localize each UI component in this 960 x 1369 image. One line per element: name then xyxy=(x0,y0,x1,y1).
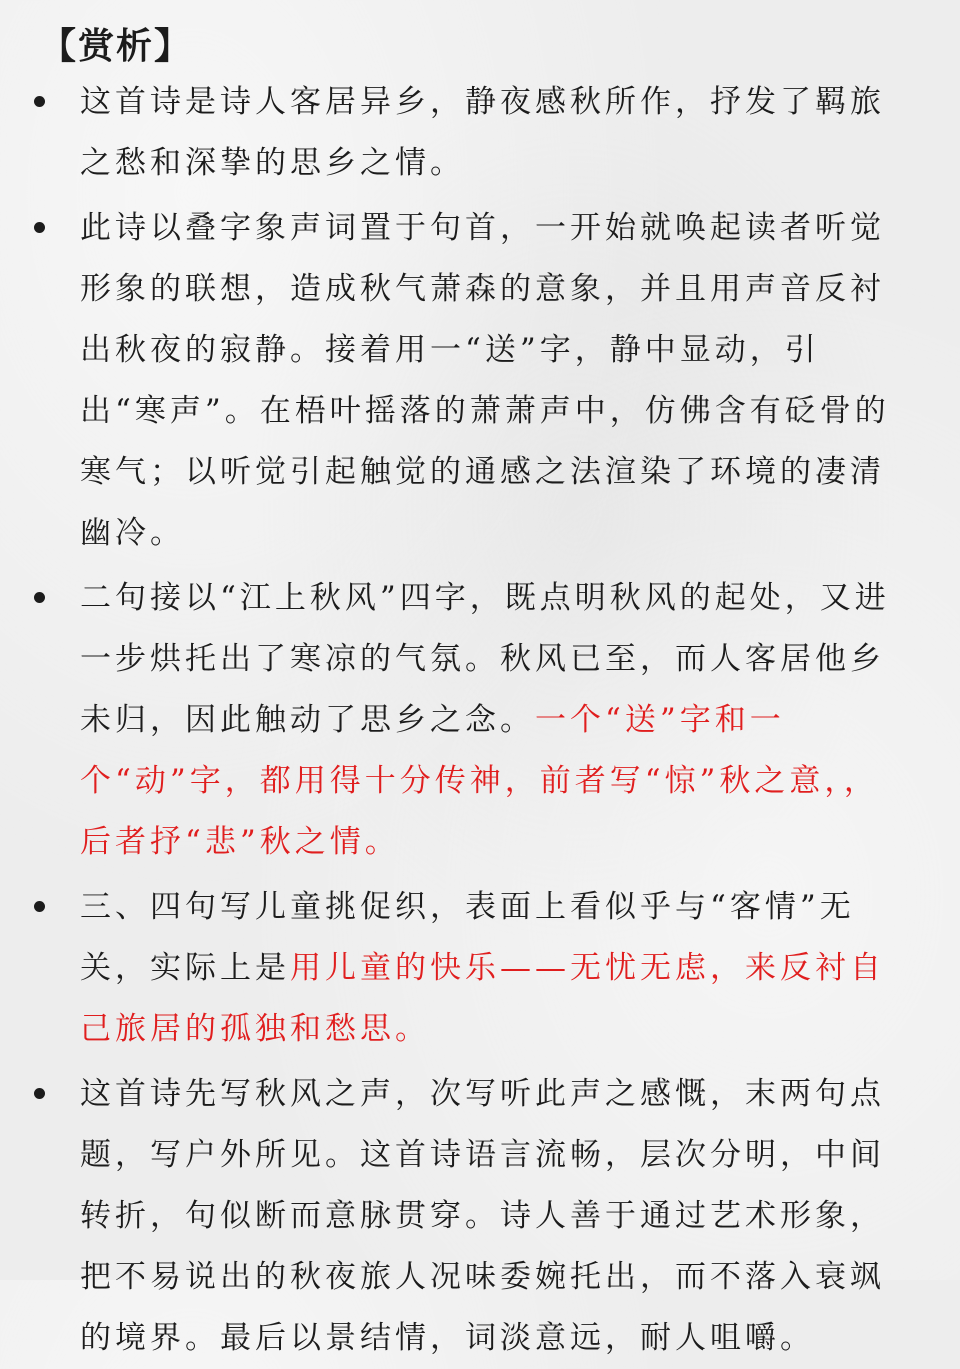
analysis-item-5 xyxy=(0,1064,960,1369)
bullet-icon xyxy=(34,222,45,233)
analysis-item-4 xyxy=(0,877,960,1060)
analysis-item-1 xyxy=(0,72,960,194)
bullet-icon xyxy=(34,1088,45,1099)
bullet-icon xyxy=(34,96,45,107)
item-text: 此诗以叠字象声词置于句首，一开始就唤起读者听觉形象的联想，造成秋气萧森的意象，并且用声音反衬出秋夜的寂静。接着用一“送”字，静中显动，引出“寒声”。在梧叶摇落的萧萧声中，仿佛含有砭骨的寒气；以听觉引起触觉的通感之法渲染了环境的凄清幽冷。 xyxy=(80,210,890,551)
highlighted-text: 一个“送”字和一个“动”字，都用得十分传神，前者写“惊”秋之意，，后者抒“悲”秋之情。 xyxy=(80,702,879,860)
highlighted-text: 用儿童的快乐——无忧无虑，来反衬自己旅居的孤独和愁思。 xyxy=(80,950,885,1047)
bullet-icon xyxy=(34,901,45,912)
analysis-item-2 xyxy=(0,198,960,564)
item-text: 二句接以“江上秋风”四字，既点明秋风的起处，又进一步烘托出了寒凉的气氛。秋风已至，而人客居他乡未归，因此触动了思乡之念。 xyxy=(80,580,890,738)
analysis-list xyxy=(0,72,960,1369)
bullet-icon xyxy=(34,592,45,603)
analysis-item-3 xyxy=(0,568,960,873)
item-text: 这首诗是诗人客居异乡，静夜感秋所作，抒发了羁旅之愁和深挚的思乡之情。 xyxy=(80,84,885,181)
item-text: 三、四句写儿童挑促织，表面上看似乎与“客情”无关，实际上是 xyxy=(80,889,855,986)
item-text: 这首诗先写秋风之声，次写听此声之感慨，末两句点题，写户外所见。这首诗语言流畅，层次分明，中间转折，句似断而意脉贯穿。诗人善于通过艺术形象，把不易说出的秋夜旅人况味委婉托出，而不落入衰飒的境界。最后以景结情，词淡意远，耐人咀嚼。 xyxy=(80,1076,885,1356)
section-heading: 【赏析】 xyxy=(40,25,193,67)
